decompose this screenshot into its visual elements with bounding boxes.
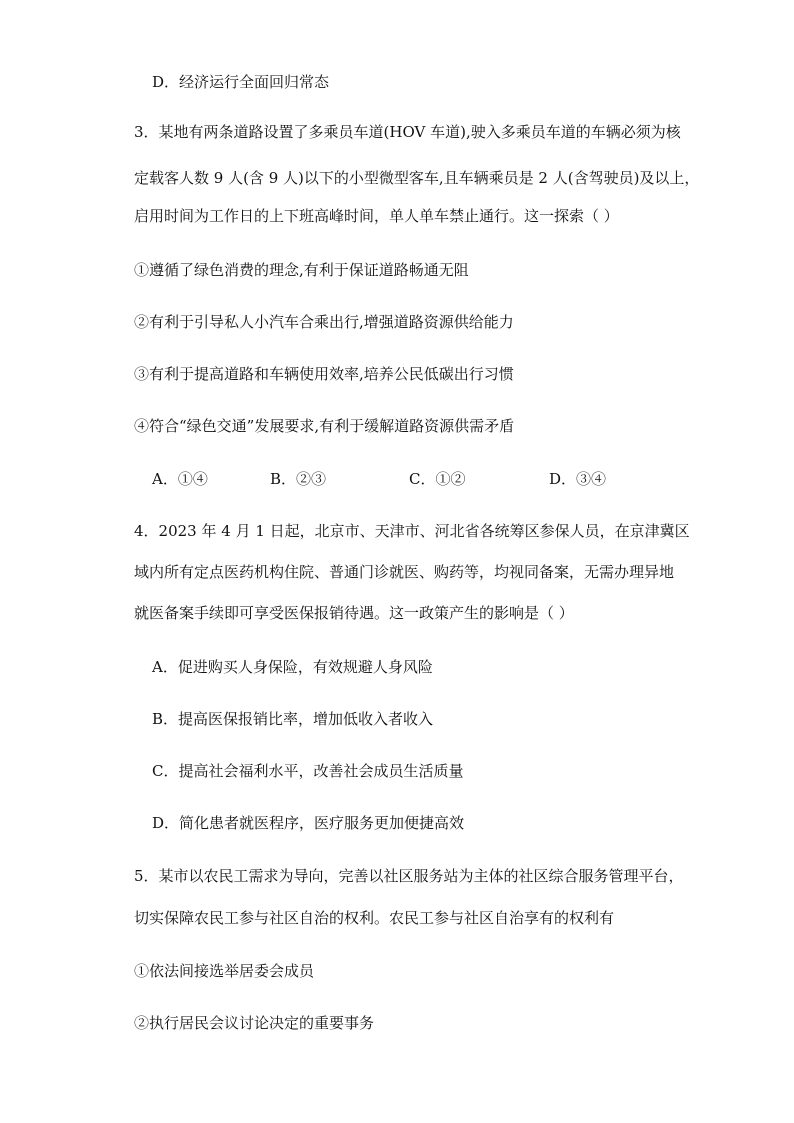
q3-statement-3: ③有利于提高道路和车辆使用效率,培养公民低碳出行习惯 — [134, 365, 514, 383]
q3-option-d: D．③④ — [549, 470, 607, 488]
q2-option-d: D．经济运行全面回归常态 — [152, 73, 330, 91]
q3-stem-line-3: 启用时间为工作日的上下班高峰时间，单人单车禁止通行。这一探索（ ） — [134, 207, 619, 225]
q3-option-c: C．①② — [409, 470, 466, 488]
q3-statement-4: ④符合“绿色交通”发展要求,有利于缓解道路资源供需矛盾 — [134, 417, 515, 435]
q3-statement-2: ②有利于引导私人小汽车合乘出行,增强道路资源供给能力 — [134, 313, 514, 331]
q4-option-b: B．提高医保报销比率，增加低收入者收入 — [152, 710, 434, 728]
q3-option-b: B．②③ — [270, 470, 327, 488]
q3-stem-line-2: 定载客人数 9 人(含 9 人)以下的小型微型客车,且车辆乘员是 2 人(含驾驶员)及以上， — [134, 169, 700, 187]
q4-stem-line-2: 域内所有定点医药机构住院、普通门诊就医、购药等，均视同备案，无需办理异地 — [134, 563, 675, 581]
q3-option-a: A．①④ — [152, 470, 208, 488]
q5-statement-1: ①依法间接选举居委会成员 — [134, 962, 315, 980]
q4-option-c: C．提高社会福利水平，改善社会成员生活质量 — [152, 762, 464, 780]
q5-stem-line-2: 切实保障农民工参与社区自治的权利。农民工参与社区自治享有的权利有 — [134, 909, 615, 927]
q5-stem-line-1: 5．某市以农民工需求为导向，完善以社区服务站为主体的社区综合服务管理平台， — [134, 867, 684, 885]
q4-option-a: A．促进购买人身保险，有效规避人身风险 — [152, 658, 433, 676]
q4-stem-line-1: 4．2023 年 4 月 1 日起，北京市、天津市、河北省各统筹区参保人员，在京津冀区 — [134, 522, 690, 540]
q5-statement-2: ②执行居民会议讨论决定的重要事务 — [134, 1014, 375, 1032]
q3-options-row — [0, 468, 794, 488]
q4-stem-line-3: 就医备案手续即可享受医保报销待遇。这一政策产生的影响是（ ） — [134, 604, 574, 622]
q3-stem-line-1: 3．某地有两条道路设置了多乘员车道(HOV 车道),驶入多乘员车道的车辆必须为核 — [134, 123, 681, 141]
q4-option-d: D．简化患者就医程序，医疗服务更加便捷高效 — [152, 814, 465, 832]
q3-statement-1: ①遵循了绿色消费的理念,有利于保证道路畅通无阻 — [134, 261, 469, 279]
